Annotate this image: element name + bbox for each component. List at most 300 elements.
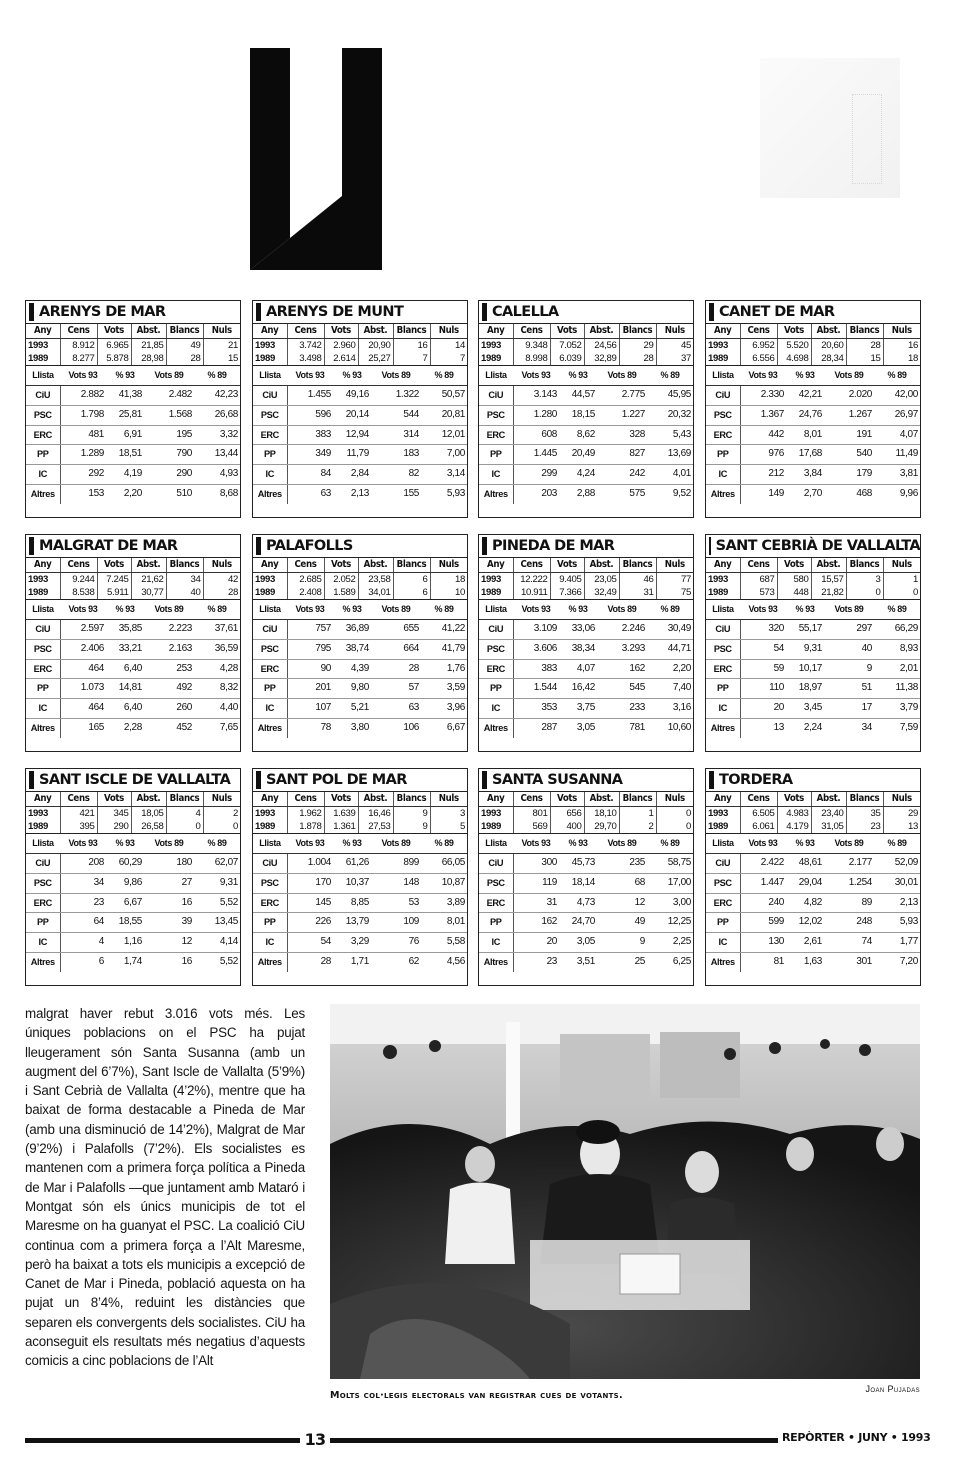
col-header-blancs: Blancs <box>166 324 203 338</box>
party-row <box>26 386 240 406</box>
party-name: IC <box>253 465 287 485</box>
census-cell: 2 <box>619 820 656 834</box>
party-row <box>706 952 920 971</box>
col-header-cens: Cens <box>513 792 550 806</box>
party-value: 109 <box>371 913 421 933</box>
col-header-nuls: Nuls <box>883 558 920 572</box>
party-value: 28 <box>371 659 421 679</box>
party-row <box>253 620 467 640</box>
party-value: 3,32 <box>194 425 240 445</box>
party-row <box>26 933 240 953</box>
census-cell: 9.244 <box>60 572 97 586</box>
town-title <box>479 301 693 324</box>
census-table <box>26 792 240 834</box>
year-row <box>253 820 467 834</box>
party-row <box>26 893 240 913</box>
census-cell: 1989 <box>26 586 60 600</box>
party-value: 2,01 <box>874 659 920 679</box>
census-table <box>253 792 467 834</box>
census-cell: 21,85 <box>131 338 166 352</box>
party-value: 4,28 <box>194 659 240 679</box>
town-name: CANET DE MAR <box>719 304 835 320</box>
party-row <box>706 913 920 933</box>
census-cell: 14 <box>455 339 465 351</box>
col-header-abst: Abst. <box>358 792 393 806</box>
party-row <box>253 425 467 445</box>
party-name: CiU <box>706 854 740 874</box>
census-cell: 569 <box>513 820 550 834</box>
col-header-year: Any <box>706 324 740 338</box>
party-value: 235 <box>597 854 647 874</box>
party-name: PSC <box>706 639 740 659</box>
col-header-vots: Vots <box>97 792 131 806</box>
party-name: IC <box>26 465 60 485</box>
col-header-llista: Llista <box>253 366 287 386</box>
census-cell: 29 <box>908 807 918 819</box>
town-name: SANT POL DE MAR <box>266 772 407 788</box>
census-cell: 1993 <box>26 572 60 586</box>
census-cell: 1993 <box>26 338 60 352</box>
party-value: 1,63 <box>803 955 822 967</box>
col-header-abst: Abst. <box>811 792 846 806</box>
party-name: Altres <box>26 952 60 971</box>
party-value: 3,16 <box>647 699 693 719</box>
party-value: 3.606 <box>513 639 559 659</box>
party-value: 540 <box>824 445 874 465</box>
col-header-vots: Vots <box>97 558 131 572</box>
party-name: ERC <box>706 425 740 445</box>
col-header-abst: Abst. <box>584 324 619 338</box>
year-row <box>479 572 693 586</box>
party-name: IC <box>479 699 513 719</box>
party-value: 9,31 <box>194 873 240 893</box>
party-value: 203 <box>541 487 557 499</box>
results-box <box>705 534 921 752</box>
party-value: 9,31 <box>786 639 824 659</box>
party-value: 1,76 <box>421 659 467 679</box>
party-value: 191 <box>824 425 874 445</box>
party-name: PP <box>253 679 287 699</box>
party-name: CiU <box>706 620 740 640</box>
town-name: CALELLA <box>492 304 559 320</box>
census-cell: 6 <box>393 586 430 600</box>
town-title <box>706 301 920 324</box>
party-value: 13,45 <box>194 913 240 933</box>
party-value: 4,07 <box>874 425 920 445</box>
col-header-cens: Cens <box>513 324 550 338</box>
census-cell: 29,70 <box>584 820 619 834</box>
party-value: 38,74 <box>333 639 371 659</box>
party-value: 212 <box>740 465 786 485</box>
party-value: 31 <box>513 893 559 913</box>
party-row <box>253 854 467 874</box>
town-name: PALAFOLLS <box>266 538 353 554</box>
col-header-year: Any <box>479 324 513 338</box>
party-value: 3,84 <box>786 465 824 485</box>
party-value: 4,56 <box>446 955 465 967</box>
party-name: PSC <box>26 873 60 893</box>
party-value: 42,23 <box>194 386 240 406</box>
census-cell: 0 <box>846 586 883 600</box>
col-header-llista: Llista <box>26 366 60 386</box>
results-box <box>252 534 468 752</box>
party-value: 464 <box>60 659 106 679</box>
party-name: CiU <box>706 386 740 406</box>
results-box <box>478 534 694 752</box>
census-cell: 1993 <box>253 806 287 820</box>
town-title <box>26 301 240 324</box>
party-row <box>706 854 920 874</box>
col-header-v89: Vots 89 <box>597 834 647 854</box>
census-cell: 3 <box>846 572 883 586</box>
col-header-abst: Abst. <box>131 792 166 806</box>
party-value: 7,20 <box>899 955 918 967</box>
census-cell: 6 <box>393 572 430 586</box>
party-value: 4,93 <box>194 465 240 485</box>
party-row <box>26 679 240 699</box>
party-value: 41,22 <box>421 620 467 640</box>
party-name: CiU <box>479 386 513 406</box>
col-header-year: Any <box>253 792 287 806</box>
census-cell: 10 <box>430 586 467 600</box>
party-value: 155 <box>403 487 419 499</box>
party-value: 13,44 <box>194 445 240 465</box>
party-value: 6,40 <box>106 659 144 679</box>
party-value: 442 <box>740 425 786 445</box>
year-row <box>479 352 693 366</box>
census-cell: 25,27 <box>358 352 393 366</box>
col-header-abst: Abst. <box>131 324 166 338</box>
party-value: 2,70 <box>803 487 822 499</box>
census-cell: 46 <box>619 572 656 586</box>
party-value: 596 <box>287 405 333 425</box>
party-name: ERC <box>26 425 60 445</box>
col-header-p93: % 93 <box>106 600 144 620</box>
col-header-v89: Vots 89 <box>597 366 647 386</box>
party-value: 2.597 <box>60 620 106 640</box>
party-value: 2,13 <box>874 893 920 913</box>
census-cell: 580 <box>777 572 811 586</box>
col-header-blancs: Blancs <box>166 558 203 572</box>
party-value: 3,00 <box>647 893 693 913</box>
census-cell: 1.962 <box>287 806 324 820</box>
year-row <box>26 586 240 600</box>
party-value: 1,74 <box>123 955 142 967</box>
results-box <box>25 300 241 518</box>
party-value: 1,71 <box>350 955 369 967</box>
census-cell: 23,58 <box>358 572 393 586</box>
party-value: 899 <box>371 854 421 874</box>
party-value: 2.482 <box>144 386 194 406</box>
census-cell: 9 <box>393 806 430 820</box>
party-value: 3,14 <box>421 465 467 485</box>
col-header-vots: Vots <box>777 324 811 338</box>
party-value: 33,06 <box>559 620 597 640</box>
party-value: 6 <box>98 955 104 967</box>
party-value: 55,17 <box>786 620 824 640</box>
town-name: SANT ISCLE DE VALLALTA <box>39 772 231 788</box>
col-header-abst: Abst. <box>811 324 846 338</box>
census-cell: 35 <box>846 806 883 820</box>
party-row <box>706 484 920 503</box>
col-header-nuls: Nuls <box>203 324 240 338</box>
census-cell: 26,58 <box>131 820 166 834</box>
party-value: 179 <box>824 465 874 485</box>
census-cell: 32,49 <box>584 586 619 600</box>
party-row <box>479 873 693 893</box>
census-cell: 7.366 <box>550 586 584 600</box>
col-header-year: Any <box>706 792 740 806</box>
party-value: 297 <box>824 620 874 640</box>
census-table <box>706 324 920 366</box>
year-row <box>479 806 693 820</box>
party-row <box>706 620 920 640</box>
page-number: 13 <box>304 1430 326 1449</box>
census-cell: 345 <box>97 806 131 820</box>
col-header-v89: Vots 89 <box>144 366 194 386</box>
party-name: PP <box>26 913 60 933</box>
party-value: 6,67 <box>446 721 465 733</box>
party-value: 42,00 <box>874 386 920 406</box>
party-row <box>253 933 467 953</box>
party-value: 17,68 <box>786 445 824 465</box>
party-value: 8,68 <box>219 487 238 499</box>
party-value: 314 <box>371 425 421 445</box>
party-value: 2.177 <box>824 854 874 874</box>
party-row <box>253 952 467 971</box>
party-value: 45,95 <box>647 386 693 406</box>
year-row <box>479 820 693 834</box>
party-value: 62,07 <box>194 854 240 874</box>
party-row <box>253 405 467 425</box>
col-header-abst: Abst. <box>584 558 619 572</box>
census-cell: 1989 <box>253 820 287 834</box>
census-cell: 1989 <box>26 820 60 834</box>
census-cell: 21 <box>228 339 238 351</box>
party-value: 10,37 <box>333 873 371 893</box>
census-cell: 3 <box>460 807 465 819</box>
year-row <box>253 338 467 352</box>
party-name: IC <box>253 933 287 953</box>
party-name: PSC <box>253 405 287 425</box>
party-row <box>706 639 920 659</box>
party-value: 208 <box>60 854 106 874</box>
town-name: SANTA SUSANNA <box>492 772 623 788</box>
party-value: 300 <box>513 854 559 874</box>
party-value: 76 <box>371 933 421 953</box>
census-cell: 1989 <box>706 820 740 834</box>
party-table <box>706 834 920 972</box>
party-value: 3,79 <box>874 699 920 719</box>
party-value: 4,73 <box>559 893 597 913</box>
party-value: 2,28 <box>123 721 142 733</box>
party-name: ERC <box>253 659 287 679</box>
census-cell: 5.520 <box>777 338 811 352</box>
party-value: 162 <box>597 659 647 679</box>
party-value: 54 <box>287 933 333 953</box>
party-row <box>479 718 693 737</box>
party-value: 9,86 <box>106 873 144 893</box>
census-cell: 23,05 <box>584 572 619 586</box>
census-cell: 687 <box>740 572 777 586</box>
party-value: 349 <box>287 445 333 465</box>
party-table <box>253 366 467 504</box>
party-name: Altres <box>479 484 513 503</box>
census-cell: 1 <box>913 573 918 585</box>
party-value: 4,01 <box>647 465 693 485</box>
party-value: 148 <box>371 873 421 893</box>
census-cell: 1989 <box>706 586 740 600</box>
party-name: ERC <box>479 425 513 445</box>
census-cell: 801 <box>513 806 550 820</box>
census-cell: 573 <box>740 586 777 600</box>
census-cell: 18 <box>455 573 465 585</box>
party-value: 6,25 <box>672 955 691 967</box>
party-value: 5,21 <box>333 699 371 719</box>
col-header-vots: Vots <box>97 324 131 338</box>
col-header-blancs: Blancs <box>393 792 430 806</box>
col-header-v93: Vots 93 <box>513 600 559 620</box>
col-header-v93: Vots 93 <box>60 366 106 386</box>
party-row <box>253 718 467 737</box>
col-header-abst: Abst. <box>358 324 393 338</box>
party-value: 12,02 <box>786 913 824 933</box>
party-row <box>479 659 693 679</box>
census-cell: 395 <box>60 820 97 834</box>
col-header-llista: Llista <box>479 600 513 620</box>
party-name: CiU <box>26 620 60 640</box>
party-value: 30,49 <box>647 620 693 640</box>
census-cell: 421 <box>60 806 97 820</box>
party-row <box>26 718 240 737</box>
col-header-v93: Vots 93 <box>287 834 333 854</box>
col-header-abst: Abst. <box>358 558 393 572</box>
party-value: 60,29 <box>106 854 144 874</box>
party-value: 183 <box>371 445 421 465</box>
party-value: 353 <box>513 699 559 719</box>
party-value: 35,85 <box>106 620 144 640</box>
party-name: Altres <box>706 952 740 971</box>
footer-rule-left <box>25 1438 300 1443</box>
year-row <box>706 586 920 600</box>
party-value: 41,38 <box>106 386 144 406</box>
party-value: 1.280 <box>513 405 559 425</box>
party-value: 790 <box>144 445 194 465</box>
party-value: 149 <box>768 487 784 499</box>
party-value: 608 <box>513 425 559 445</box>
party-value: 5,52 <box>194 893 240 913</box>
party-row <box>253 639 467 659</box>
party-value: 3.109 <box>513 620 559 640</box>
party-row <box>479 425 693 445</box>
col-header-p89: % 89 <box>421 366 467 386</box>
party-value: 1.254 <box>824 873 874 893</box>
year-row <box>706 338 920 352</box>
col-header-vots: Vots <box>550 792 584 806</box>
party-name: Altres <box>706 718 740 737</box>
party-value: 6,40 <box>106 699 144 719</box>
party-row <box>706 465 920 485</box>
party-name: ERC <box>253 425 287 445</box>
party-value: 9,96 <box>899 487 918 499</box>
party-row <box>253 465 467 485</box>
col-header-vots: Vots <box>777 792 811 806</box>
party-name: PSC <box>479 639 513 659</box>
party-name: PSC <box>253 639 287 659</box>
census-cell: 7.052 <box>550 338 584 352</box>
party-value: 28 <box>320 955 331 967</box>
party-name: PSC <box>26 639 60 659</box>
party-value: 3,89 <box>421 893 467 913</box>
census-cell: 6.952 <box>740 338 777 352</box>
party-value: 49,16 <box>333 386 371 406</box>
census-cell: 7.245 <box>97 572 131 586</box>
party-value: 2.882 <box>60 386 106 406</box>
party-value: 37,61 <box>194 620 240 640</box>
party-row <box>479 405 693 425</box>
col-header-year: Any <box>26 792 60 806</box>
party-row <box>706 699 920 719</box>
party-value: 48,61 <box>786 854 824 874</box>
party-table <box>706 366 920 504</box>
col-header-cens: Cens <box>60 324 97 338</box>
party-value: 49 <box>597 913 647 933</box>
census-cell: 18 <box>883 352 920 366</box>
party-value: 12 <box>597 893 647 913</box>
party-value: 248 <box>824 913 874 933</box>
party-value: 180 <box>144 854 194 874</box>
year-row <box>253 586 467 600</box>
town-name: ARENYS DE MAR <box>39 304 166 320</box>
col-header-v89: Vots 89 <box>824 600 874 620</box>
census-table <box>479 558 693 600</box>
party-name: PP <box>479 679 513 699</box>
col-header-blancs: Blancs <box>166 792 203 806</box>
year-row <box>706 820 920 834</box>
party-value: 233 <box>597 699 647 719</box>
party-value: 12 <box>144 933 194 953</box>
party-value: 36,59 <box>194 639 240 659</box>
party-value: 575 <box>629 487 645 499</box>
census-cell: 15 <box>203 352 240 366</box>
col-header-year: Any <box>479 792 513 806</box>
census-cell: 45 <box>681 339 691 351</box>
col-header-p93: % 93 <box>106 366 144 386</box>
census-cell: 2.052 <box>324 572 358 586</box>
col-header-p89: % 89 <box>874 834 920 854</box>
census-table <box>26 558 240 600</box>
col-header-blancs: Blancs <box>619 324 656 338</box>
party-value: 3.143 <box>513 386 559 406</box>
party-value: 1.447 <box>740 873 786 893</box>
party-value: 3,05 <box>576 721 595 733</box>
party-name: ERC <box>706 659 740 679</box>
census-cell: 18,05 <box>131 806 166 820</box>
party-name: Altres <box>253 718 287 737</box>
party-value: 16 <box>181 955 192 967</box>
party-value: 61,26 <box>333 854 371 874</box>
party-name: PP <box>253 445 287 465</box>
census-cell: 7 <box>430 352 467 366</box>
party-value: 13,79 <box>333 913 371 933</box>
results-box <box>252 300 468 518</box>
party-value: 64 <box>60 913 106 933</box>
party-name: CiU <box>253 854 287 874</box>
census-cell: 6.965 <box>97 338 131 352</box>
col-header-nuls: Nuls <box>883 324 920 338</box>
party-value: 74 <box>824 933 874 953</box>
party-value: 78 <box>320 721 331 733</box>
